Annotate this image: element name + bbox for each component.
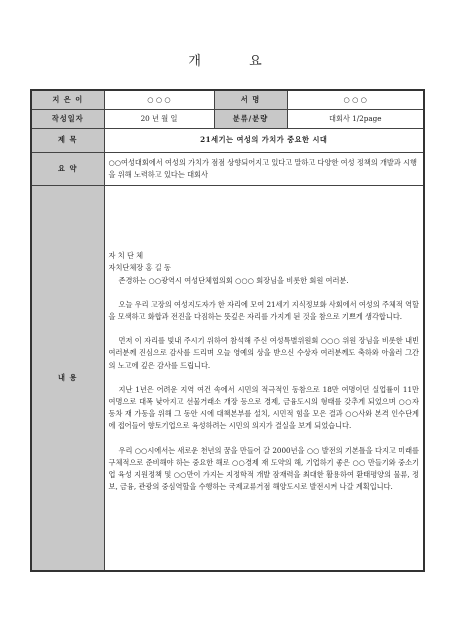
date-value: 20 년 월 일 (104, 109, 214, 128)
content-label: 내 용 (31, 185, 104, 571)
paragraph: 지난 1년은 어려운 지역 여건 속에서 시민의 적극적인 동참으로 18만 여명이던 실업률이 11만 여명으로 대폭 낮아지고 선물거래소 개장 등으로 경제, 금융도시의 형태를 갖추게 되었으며 ○○자동차 재 가동을 위해 그 동안 시에 대책본부를 설치, 시민적 힘을 모은 결과 ○○사와 본격 인수단계에 접어들어 향토기업으로 육성하려는 시민의 의지가 결실을 보게 되었습니다. (108, 384, 419, 431)
category-label: 분류/분량 (214, 109, 287, 128)
paragraph: 먼저 이 자리를 빛내 주시기 위하여 참석해 주신 여성특별위원회 ○○○ 위원 장님을 비롯한 내빈 여러분께 진심으로 감사를 드리며 오늘 영예의 상을 받으신 수상자 여러분께도 축하와 아울러 그간의 노고에 깊은 감사를 드립니다. (108, 336, 419, 370)
book-name-label: 서 명 (214, 90, 287, 109)
org-line: 자 치 단 체 (108, 251, 144, 261)
category-value: 대회사 1/2page (287, 109, 424, 128)
summary-value: ○○여성대회에서 여성의 가치가 점점 상향되어지고 있다고 말하고 다양한 여성 정책의 개발과 시행을 위해 노력하고 있다는 대회사 (104, 152, 424, 185)
author-value: ○ ○ ○ (104, 90, 214, 109)
paragraph: 오늘 우리 고장의 여성지도자가 한 자리에 모여 21세기 지식정보화 사회에서 여성의 주체적 역할을 모색하고 화합과 전진을 다짐하는 뜻깊은 자리를 가지게 된 것을 참으로 기쁘게 생각합니다. (108, 299, 419, 321)
paragraph: 우리 ○○시에서는 새로운 천년의 꿈을 만들어 갈 2000년을 ○○ 발전의 기본틀을 다지고 미래를 구체적으로 준비해야 하는 중요한 해로 ○○경제 재 도약의 해, 기업하기 좋은 ○○ 만들기와 중소기업 육성 지원정책 및 ○○만이 가지는 지정학적 개발 잠재력을 최대한 활용하여 환태평양의 물류, 정보, 금융, 관광의 중심역할을 수행하는 국제교류거점 해양도시로 발전시켜 나갈 계획입니다. (108, 445, 419, 492)
subject-value: 21세기는 여성의 가치가 중요한 시대 (104, 128, 424, 152)
subject-label: 제 목 (31, 128, 104, 152)
page-title: 개 요 (188, 54, 284, 69)
summary-label: 요 약 (31, 152, 104, 185)
paragraph: 존경하는 ○○광역시 여성단체협의회 ○○○ 회장님을 비롯한 회원 여러분. (118, 275, 349, 285)
signer-line: 자치단체장 홍 길 동 (108, 263, 171, 273)
date-label: 작성일자 (31, 109, 104, 128)
author-label: 지 은 이 (31, 90, 104, 109)
content-body (104, 185, 424, 571)
book-name-value: ○ ○ ○ (287, 90, 424, 109)
summary-form-table (30, 89, 425, 572)
